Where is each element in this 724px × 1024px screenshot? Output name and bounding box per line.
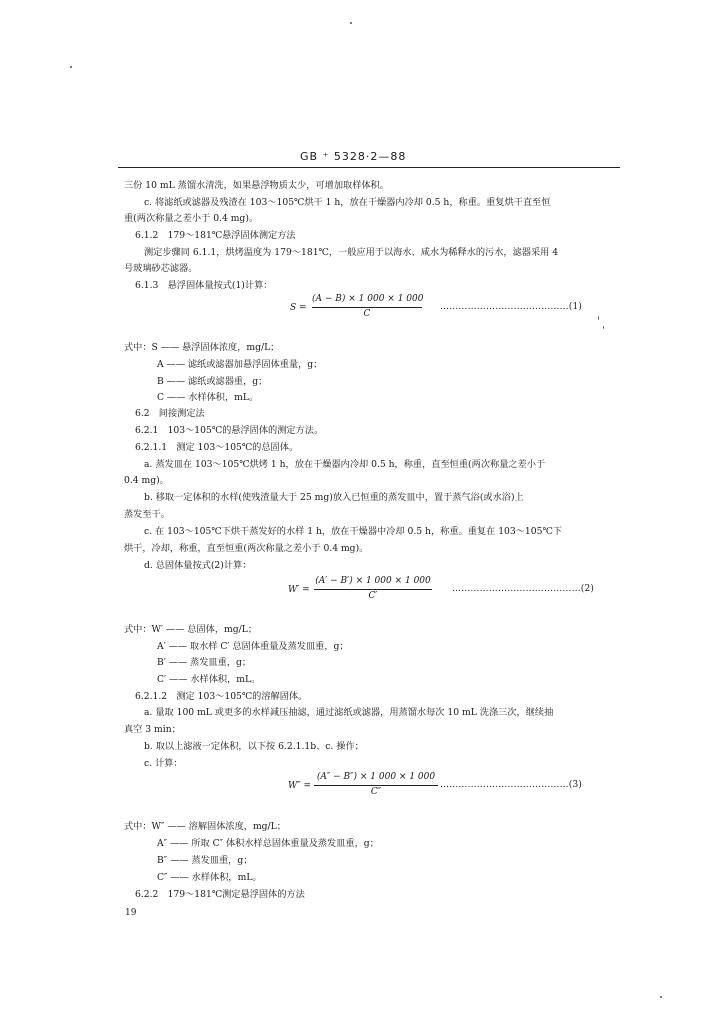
scan-speck xyxy=(70,66,72,68)
section-heading: 6.2.1.1 测定 103～105℃的总固体。 xyxy=(135,442,299,453)
body-line: a. 蒸发皿在 103～105℃烘烤 1 h，放在干燥器内冷却 0.5 h，称重，直至恒重(两次称量之差小于 xyxy=(144,459,546,470)
formula-3-lhs: W″ = xyxy=(288,781,312,791)
standard-number-header: GB ⁺ 5328·2—88 xyxy=(300,150,407,163)
body-line: 三份 10 mL 蒸馏水清洗，如果悬浮物质太少，可增加取样体积。 xyxy=(124,180,389,191)
body-line: 0.4 mg)。 xyxy=(124,475,169,486)
equation-number-1: ……………………………………(1) xyxy=(440,302,583,312)
variable-definition: A″ —— 所取 C″ 体积水样总固体重量及蒸发皿重，g； xyxy=(157,838,379,849)
variable-definition: C′ —— 水样体积，mL。 xyxy=(157,674,261,685)
body-line: 号玻璃砂芯滤器。 xyxy=(124,263,198,274)
formula-2-lhs: W′ = xyxy=(288,585,310,595)
equation-number-3: ……………………………………(3) xyxy=(440,780,583,790)
body-line: c. 将滤纸或滤器及残渣在 103～105℃烘干 1 h，放在干燥器内冷却 0.5 h，称重。重复烘干直至恒 xyxy=(144,197,551,208)
equation-number-2: ……………………………………(2) xyxy=(452,584,595,594)
where-line: 式中：W″ —— 溶解固体浓度，mg/L； xyxy=(124,821,286,832)
formula-2-fraction-bar xyxy=(314,589,432,590)
formula-1-lhs: S = xyxy=(290,303,307,313)
scan-speck xyxy=(350,22,352,24)
section-heading: 6.1.3 悬浮固体量按式(1)计算： xyxy=(135,280,273,291)
body-line: b. 移取一定体积的水样(使残渣量大于 25 mg)放入已恒重的蒸发皿中，置于蒸气浴(或水浴)上 xyxy=(144,492,524,503)
where-line: 式中：W′ —— 总固体，mg/L； xyxy=(124,624,258,635)
body-line: 重(两次称量之差小于 0.4 mg)。 xyxy=(124,213,259,224)
formula-3-numerator: (A″ − B″) × 1 000 × 1 000 xyxy=(316,772,436,782)
formula-2-numerator: (A′ − B′) × 1 000 × 1 000 xyxy=(315,576,431,586)
header-rule xyxy=(118,167,620,168)
scan-speck xyxy=(660,996,662,998)
section-heading: 6.2.1 103～105℃的悬浮固体的测定方法。 xyxy=(135,425,324,436)
body-line: c. 计算： xyxy=(144,758,183,769)
body-line: 测定步骤同 6.1.1，烘烤温度为 179～181℃，一般应用于以海水、咸水为稀释水的污水，滤器采用 4 xyxy=(144,247,559,258)
section-heading: 6.2 间接测定法 xyxy=(135,408,205,419)
body-line: 蒸发至干。 xyxy=(124,509,170,520)
formula-3-denominator: C″ xyxy=(370,787,382,797)
body-line: b. 取以上滤液一定体积，以下按 6.2.1.1b、c. 操作； xyxy=(144,741,364,752)
formula-1-numerator: (A − B) × 1 000 × 1 000 xyxy=(312,294,424,304)
formula-3-fraction-bar xyxy=(314,785,438,786)
section-heading: 6.2.1.2 测定 103～105℃的溶解固体。 xyxy=(135,691,308,702)
variable-definition: B —— 滤纸或滤器重，g； xyxy=(157,376,268,387)
formula-1-denominator: C xyxy=(363,309,371,319)
variable-definition: A —— 滤纸或滤器加悬浮固体重量，g； xyxy=(157,359,323,370)
variable-definition: C″ —— 水样体积，mL。 xyxy=(157,872,262,883)
body-line: 真空 3 min； xyxy=(124,724,181,735)
where-line: 式中：S —— 悬浮固体浓度，mg/L； xyxy=(124,342,280,353)
body-line: c. 在 103～105℃下烘干蒸发好的水样 1 h，放在干燥器中冷却 0.5 h，称重。重复在 103～105℃下 xyxy=(144,526,562,537)
scan-speck xyxy=(603,326,604,329)
variable-definition: B′ —— 蒸发皿重，g； xyxy=(157,657,252,668)
formula-1-fraction-bar xyxy=(312,307,422,308)
body-line: 烘干，冷却，称重，直至恒重(两次称量之差小于 0.4 mg)。 xyxy=(124,543,369,554)
section-heading: 6.2.2 179～181℃测定悬浮固体的方法 xyxy=(135,889,305,900)
variable-definition: A′ —— 取水样 C′ 总固体重量及蒸发皿重，g； xyxy=(157,641,349,652)
body-line: d. 总固体量按式(2)计算： xyxy=(144,560,252,571)
formula-2-denominator: C′ xyxy=(368,591,378,601)
page-number: 19 xyxy=(125,908,137,918)
variable-definition: B″ —— 蒸发皿重，g； xyxy=(157,855,253,866)
section-heading: 6.1.2 179～181℃悬浮固体测定方法 xyxy=(135,230,296,241)
body-line: a. 量取 100 mL 或更多的水样减压抽滤，通过滤纸或滤器，用蒸馏水每次 10 mL 洗涤三次，继续抽 xyxy=(144,707,554,718)
variable-definition: C —— 水样体积，mL。 xyxy=(157,392,259,403)
